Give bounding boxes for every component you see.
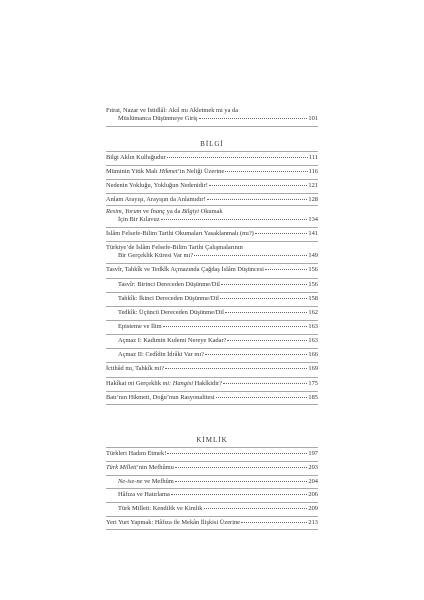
entry-title-part: Hakîkat [106, 380, 127, 387]
page-number: 116 [308, 168, 318, 175]
entry-row [118, 309, 318, 317]
entry-title-part: Tahkîk: İkinci Dereceden Düşünme/Dil [118, 295, 219, 302]
page-number: 175 [308, 380, 318, 387]
toc-entry [118, 505, 318, 513]
toc-entry [106, 519, 318, 527]
separator-line [106, 377, 318, 378]
entry-title-part: Açmaz I: Kadimin Kıdemi Nereye Kadar? [118, 337, 227, 344]
page-number: 121 [308, 182, 318, 189]
entry-title-part: Tasvîr: Birinci Dereceden Düşünme/Dil [118, 281, 220, 288]
dot-leader [167, 157, 308, 158]
dot-leader [207, 199, 308, 200]
entry-title-part: Episteme ve İlim [118, 323, 162, 330]
toc-entry [106, 450, 318, 458]
entry-title-part: İslâm Felsefe-Bilim Tarihi Okumaları Yasaklanmalı (mı?) [106, 230, 254, 237]
dot-leader [175, 467, 308, 468]
entry-title-part: Nedenin Yokluğu, Yokluğun Nedenidir! [106, 182, 208, 189]
page-number: 141 [308, 230, 318, 237]
entry-row [106, 519, 318, 527]
entry-title [106, 464, 174, 472]
entry-title-part: ya da [165, 208, 182, 215]
entry-title [118, 281, 220, 289]
entry-title [118, 491, 170, 499]
entry-title-part: mi [126, 380, 136, 387]
entry-title [106, 266, 264, 274]
dot-leader [165, 368, 307, 369]
entry-row [118, 337, 318, 345]
toc-entry [106, 380, 318, 388]
entry-title-line1: Fıtrat, Nazar ve İstidlâl: Akıl mı Akletmek mi ya da [106, 107, 239, 114]
toc-entry [118, 281, 318, 289]
separator-line [106, 193, 318, 194]
entry-title [106, 519, 240, 527]
dot-leader [209, 185, 308, 186]
entry-title-part: Bilgiyi [181, 208, 199, 215]
separator-line [106, 126, 318, 127]
dot-leader [163, 326, 308, 327]
section-heading-kimlik: KİMLİK [196, 436, 228, 444]
dot-leader [204, 508, 308, 509]
entry-title [118, 351, 204, 359]
page-number: 204 [308, 478, 318, 485]
entry-row [118, 295, 318, 303]
entry-row [106, 252, 318, 260]
entry-row [118, 505, 318, 513]
dot-leader [220, 298, 308, 299]
page-number: 149 [308, 251, 318, 259]
entry-row [118, 491, 318, 499]
page-number: 206 [308, 491, 318, 498]
separator-line [106, 404, 318, 405]
entry-row [106, 464, 318, 472]
dot-leader [171, 494, 308, 495]
dot-leader [194, 255, 307, 256]
entry-title-line1 [106, 208, 318, 216]
entry-title: İçin Bir Kılavuz [118, 215, 160, 223]
dot-leader [241, 522, 307, 523]
dot-leader [205, 354, 307, 355]
separator-line [106, 306, 318, 307]
toc-entry [118, 323, 318, 331]
entry-title-part: dir? [212, 380, 222, 387]
entry-row [106, 266, 318, 274]
page-number: 162 [308, 309, 318, 316]
entry-title-part: Hâfıza ve Hatırlama [118, 491, 170, 498]
separator-line [106, 241, 318, 242]
entry-row [106, 115, 318, 123]
entry-title [106, 154, 166, 162]
toc-entry [118, 337, 318, 345]
separator-line [106, 362, 318, 363]
entry-row [106, 182, 318, 190]
separator-line [106, 502, 318, 503]
entry-title-part: Okumak [198, 208, 223, 215]
separator-line [106, 165, 318, 166]
entry-title [106, 450, 166, 458]
entry-title-part: Tedkîk: Üçüncü Dereceden Düşünme/Dil [118, 309, 224, 316]
entry-row [106, 196, 318, 204]
entry-title-part: Anlam Arayışı, Arayışın da Anlamıdır! [106, 196, 206, 203]
separator-line [106, 320, 318, 321]
toc-entry [106, 196, 318, 204]
separator-line [106, 447, 318, 448]
entry-title-part: Ne-ise-ne [118, 478, 143, 485]
entry-title [106, 380, 222, 388]
page-number: 166 [308, 351, 318, 358]
toc-entry [118, 351, 318, 359]
entry-title [106, 394, 215, 402]
entry-title: Bir Gerçeklik Küresi Var mı? [118, 251, 194, 259]
separator-line [106, 529, 318, 530]
entry-title: Müslümanca Düşünmeye Giriş [118, 114, 198, 122]
entry-row [118, 281, 318, 289]
dot-leader [216, 397, 308, 398]
toc-entry [118, 309, 318, 317]
dot-leader [225, 171, 307, 172]
entry-row [106, 380, 318, 388]
entry-title-part: İctihâd mı, Tahkîk mi? [106, 365, 165, 372]
dot-leader [223, 383, 307, 384]
page-number: 197 [308, 450, 318, 457]
dot-leader [175, 481, 308, 482]
separator-line [106, 227, 318, 228]
page-number: 163 [308, 337, 318, 344]
entry-title-part: Resim, Yorum [106, 208, 142, 215]
toc-entry [106, 107, 318, 122]
entry-row [106, 216, 318, 224]
entry-title [118, 337, 226, 345]
entry-title-part: Hikmet [159, 168, 178, 175]
toc-entry [106, 365, 318, 373]
page-number: 128 [308, 196, 318, 203]
toc-entry [106, 168, 318, 176]
toc-entry [118, 295, 318, 303]
entry-row [106, 394, 318, 402]
toc-entry [106, 154, 318, 162]
page-number: 101 [308, 114, 318, 122]
toc-entry [106, 266, 318, 274]
entry-title [106, 365, 164, 373]
entry-title-part: ’nin Mefhûmu [136, 464, 174, 471]
entry-title [106, 182, 208, 190]
entry-row [106, 168, 318, 176]
entry-row [118, 351, 318, 359]
page-number: 111 [308, 154, 318, 161]
entry-title-part: Türkleri Hadım Etmek! [106, 450, 167, 457]
separator-line [106, 475, 318, 476]
entry-row [118, 478, 318, 486]
page-number: 169 [308, 365, 318, 372]
toc-entry [118, 491, 318, 499]
page-number: 213 [308, 519, 318, 526]
toc-entry [106, 244, 318, 259]
separator-line [106, 151, 318, 152]
entry-title-part: İnanç [150, 208, 166, 215]
page-number: 163 [308, 323, 318, 330]
entry-title-part: mi: Hangisi [161, 380, 195, 387]
dot-leader [265, 269, 308, 270]
separator-line [106, 278, 318, 279]
dot-leader [255, 233, 308, 234]
entry-title-line1 [106, 244, 318, 252]
separator-line [106, 348, 318, 349]
toc-entry [106, 464, 318, 472]
entry-title-part: Gerçeklik [135, 380, 162, 387]
separator-line [106, 263, 318, 264]
dot-leader [221, 284, 307, 285]
separator-line [106, 461, 318, 462]
toc-entry [106, 394, 318, 402]
separator-line [106, 334, 318, 335]
section-heading-bilgi: BİLGİ [200, 140, 224, 148]
toc-entry [106, 230, 318, 238]
entry-title-part: Türk Milleti: Kendilik ve Kimlik [118, 505, 203, 512]
toc-entry [106, 182, 318, 190]
entry-title-part: Müminin Yitik Malı [106, 168, 160, 175]
page-number: 185 [308, 394, 318, 401]
entry-title-part: Yeri Yurt Yapmak: Hâfıza ile Mekân İlişkisi Üzerine [106, 519, 240, 526]
entry-row [118, 323, 318, 331]
dot-leader [199, 118, 308, 119]
separator-line [106, 292, 318, 293]
separator-line [106, 179, 318, 180]
separator-line [106, 391, 318, 392]
entry-title-part: Türkiye’de İslâm Felsefe-Bilim Tarihi Çalışmalarının [106, 244, 243, 251]
entry-title-part: ve Mefhûm [142, 478, 174, 485]
dot-leader [227, 340, 307, 341]
entry-title [118, 478, 174, 486]
separator-line [106, 205, 318, 206]
page-number: 156 [308, 281, 318, 288]
entry-title [106, 230, 254, 238]
entry-title-part: Hakîki [194, 380, 212, 387]
entry-row [106, 154, 318, 162]
page-number: 203 [308, 464, 318, 471]
entry-title [118, 295, 219, 303]
entry-title [118, 309, 224, 317]
entry-row [106, 450, 318, 458]
dot-leader [161, 219, 308, 220]
entry-title-part: Açmaz II: Cedîdin İdrâki Var mı? [118, 351, 204, 358]
separator-line [106, 516, 318, 517]
entry-title-part: Batı’nın Hikmeti, Doğu’nun Rasyonalitesi [106, 394, 215, 401]
entry-row [106, 230, 318, 238]
dot-leader [167, 453, 307, 454]
entry-title [118, 505, 203, 513]
page-number: 156 [308, 266, 318, 273]
separator-line [106, 488, 318, 489]
entry-title [106, 168, 224, 176]
toc-entry [118, 478, 318, 486]
entry-row [106, 365, 318, 373]
entry-title-part: Türk Milleti [106, 464, 137, 471]
entry-title-part: ’in Neliği Üzerine [177, 168, 225, 175]
page-number: 134 [308, 215, 318, 223]
entry-title-part: Tasvîr, Tahkîk ve Tedkîk Açmazında Çağdaş İslâm Düşüncesi [106, 266, 264, 273]
entry-title-part: Bilgi Aklın Kulluğudur [106, 154, 166, 161]
entry-title [118, 323, 162, 331]
toc-entry [106, 208, 318, 223]
entry-title [106, 196, 206, 204]
entry-title-part: ve [141, 208, 151, 215]
page-number: 158 [308, 295, 318, 302]
dot-leader [225, 312, 308, 313]
page-number: 209 [308, 505, 318, 512]
